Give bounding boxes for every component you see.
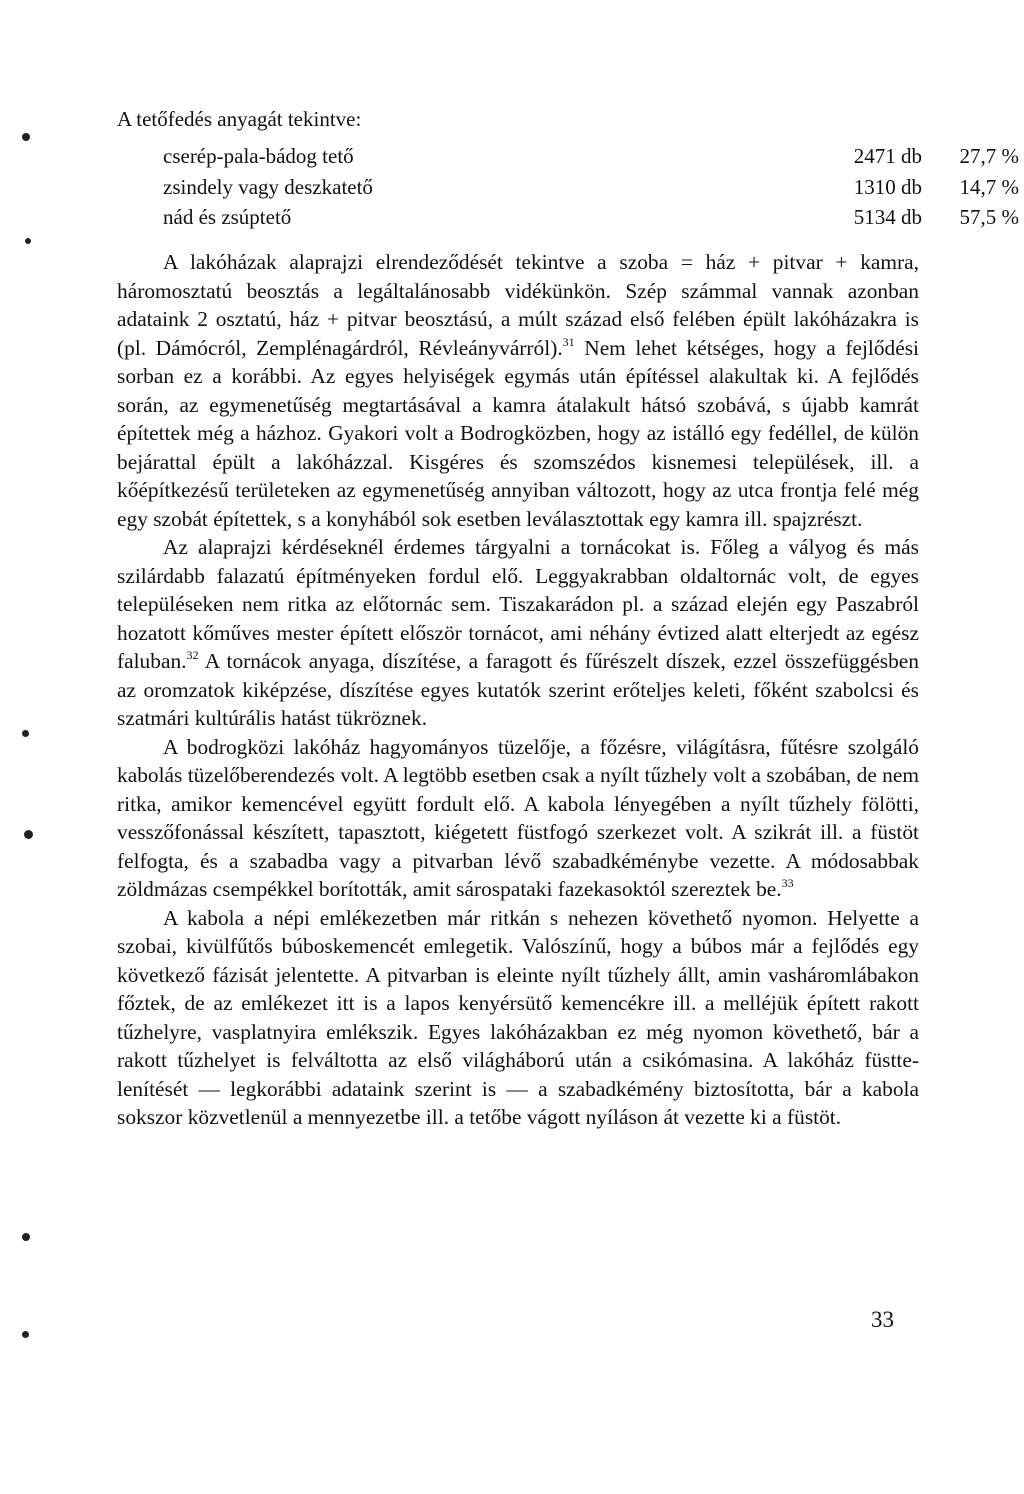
footnote-marker: 32 [186, 648, 199, 662]
paragraph [117, 248, 919, 533]
footnote-marker: 33 [781, 876, 794, 890]
material-label: zsindely vagy deszkatető [163, 175, 373, 199]
paragraph-text: A bodrogközi lakóház hagyományos tüzelője, a főzésre, világításra, fűtésre szolgáló kabolás tüzelőberendezés volt. A legtöbb esetben csak a nyílt tűzhely volt a szobában, de nem ritka, amikor kemencével együtt fordult elő. A kabola lényegében a nyílt tűzhely fölötti, vesszőfonással készített, tapasztott, kiégetett füstfogó szerkezet volt. A szikrát ill. a füstöt felfogta, és a szabadba vagy a pitvarban lévő szabadkéménybe vezette. A módosabbak zöldmázas csempékkel borították, amit sárospataki fazekasoktól szereztek be. [117, 734, 919, 901]
scan-speck [24, 830, 33, 839]
scan-speck [22, 1233, 30, 1241]
paragraph-text: Nem lehet kétséges, hogy a fejlődési sorban ez a korábbi. Az egyes helyiségek egymás után építéssel alakultak ki. A fejlődés során, az egymenetűség megtartásával a kamra átalakult hátsó szobává, s újabb kamrát építettek még a házhoz. Gyakori volt a Bodrogközben, hogy az istálló egy fedéllel, de külön bejárattal épült a lakóházzal. Kisgéres és szomszédos kisnemesi települések, ill. a kőépítkezésű területeken az egymenetűség annyiban változott, hogy az utca frontja felé még egy szobát építettek, s a konyhából sok esetben leválasztottak egy kamra ill. spajzrészt. [117, 335, 919, 531]
page-number: 33 [871, 1307, 894, 1332]
paragraph-text: A tornácok anyaga, díszítése, a faragott és fűrészelt díszek, ezzel összefüggésben az oromzatok kiképzése, díszítése egyes kutatók szerint erőteljes keleti, főként szabolcsi és szatmári kultúrális hatást tükröznek. [117, 649, 919, 730]
body-text [117, 248, 919, 1132]
scan-speck [22, 730, 29, 737]
percent-value: 57,5 % [959, 205, 1019, 229]
paragraph [117, 904, 919, 1132]
scan-speck [25, 238, 31, 244]
footnote-marker: 31 [562, 334, 575, 349]
percent-value: 14,7 % [959, 175, 1019, 199]
table-row [0, 205, 1019, 235]
material-label: cserép-pala-bádog tető [163, 144, 354, 168]
paragraph [117, 533, 919, 733]
paragraph-text: Az alaprajzi kérdéseknél érdemes tárgyalni a tornácokat is. Főleg a vályog és más szilárdabb falazatú építményeken fordul elő. Leggyakrabban oldaltornác volt, de egyes településeken nem ritka az előtornác sem. Tiszakarádon pl. a század elején egy Paszabról hozatott kőműves mester épített először tornácot, ami néhány évtized alatt elterjedt az egész faluban. [117, 535, 919, 673]
percent-value: 27,7 % [959, 144, 1019, 168]
count-value: 1310 db [853, 175, 922, 199]
count-value: 2471 db [853, 144, 922, 168]
paragraph-text: A kabola a népi emlékezetben már ritkán s nehezen követhető nyomon. Helyette a szobai, kivülfűtős búboskemencét emlegetik. Valószínű, hogy a búbos már a fejlődés egy következő fázisát jelentette. A pitvarban is eleinte nyílt tűzhely állt, amin vasháromlábakon főztek, de az emlékezet itt is a lapos kenyérsütő kemencékre ill. a melléjük épített rakott tűzhelyre, vasplatnyira emlékszik. Egyes lakóházakban ez még nyomon követhető, bár a rakott tűzhelyet is felváltotta az első világháború után a csikómasina. A lakóház füstte-lenítését — legkorábbi adataink szerint is — a szabadkémény biztosította, bár a kabola sokszor közvetlenül a mennyezetbe ill. a tetőbe vágott nyíláson át vezette ki a füstöt. [117, 905, 919, 1129]
paragraph [117, 733, 919, 904]
table-heading: A tetőfedés anyagát tekintve: [117, 107, 362, 131]
scan-speck [22, 133, 30, 141]
paragraph-text: A lakóházak alaprajzi elrendeződését tekintve a szoba = ház + pitvar + kamra, háromosztatú beosztás a legáltalánosabb vidékünkön. Szép számmal vannak azonban adataink 2 osztatú, ház + pitvar beosztású, a múlt század első felében épült lakóházakra is (pl. Dámócról, Zemplénagárdról, Révleányvárról). [117, 250, 919, 360]
material-label: nád és zsúptető [163, 205, 292, 229]
table-row [0, 144, 1019, 174]
count-value: 5134 db [853, 205, 922, 229]
scan-speck [22, 1331, 29, 1338]
table-row [0, 175, 1019, 205]
